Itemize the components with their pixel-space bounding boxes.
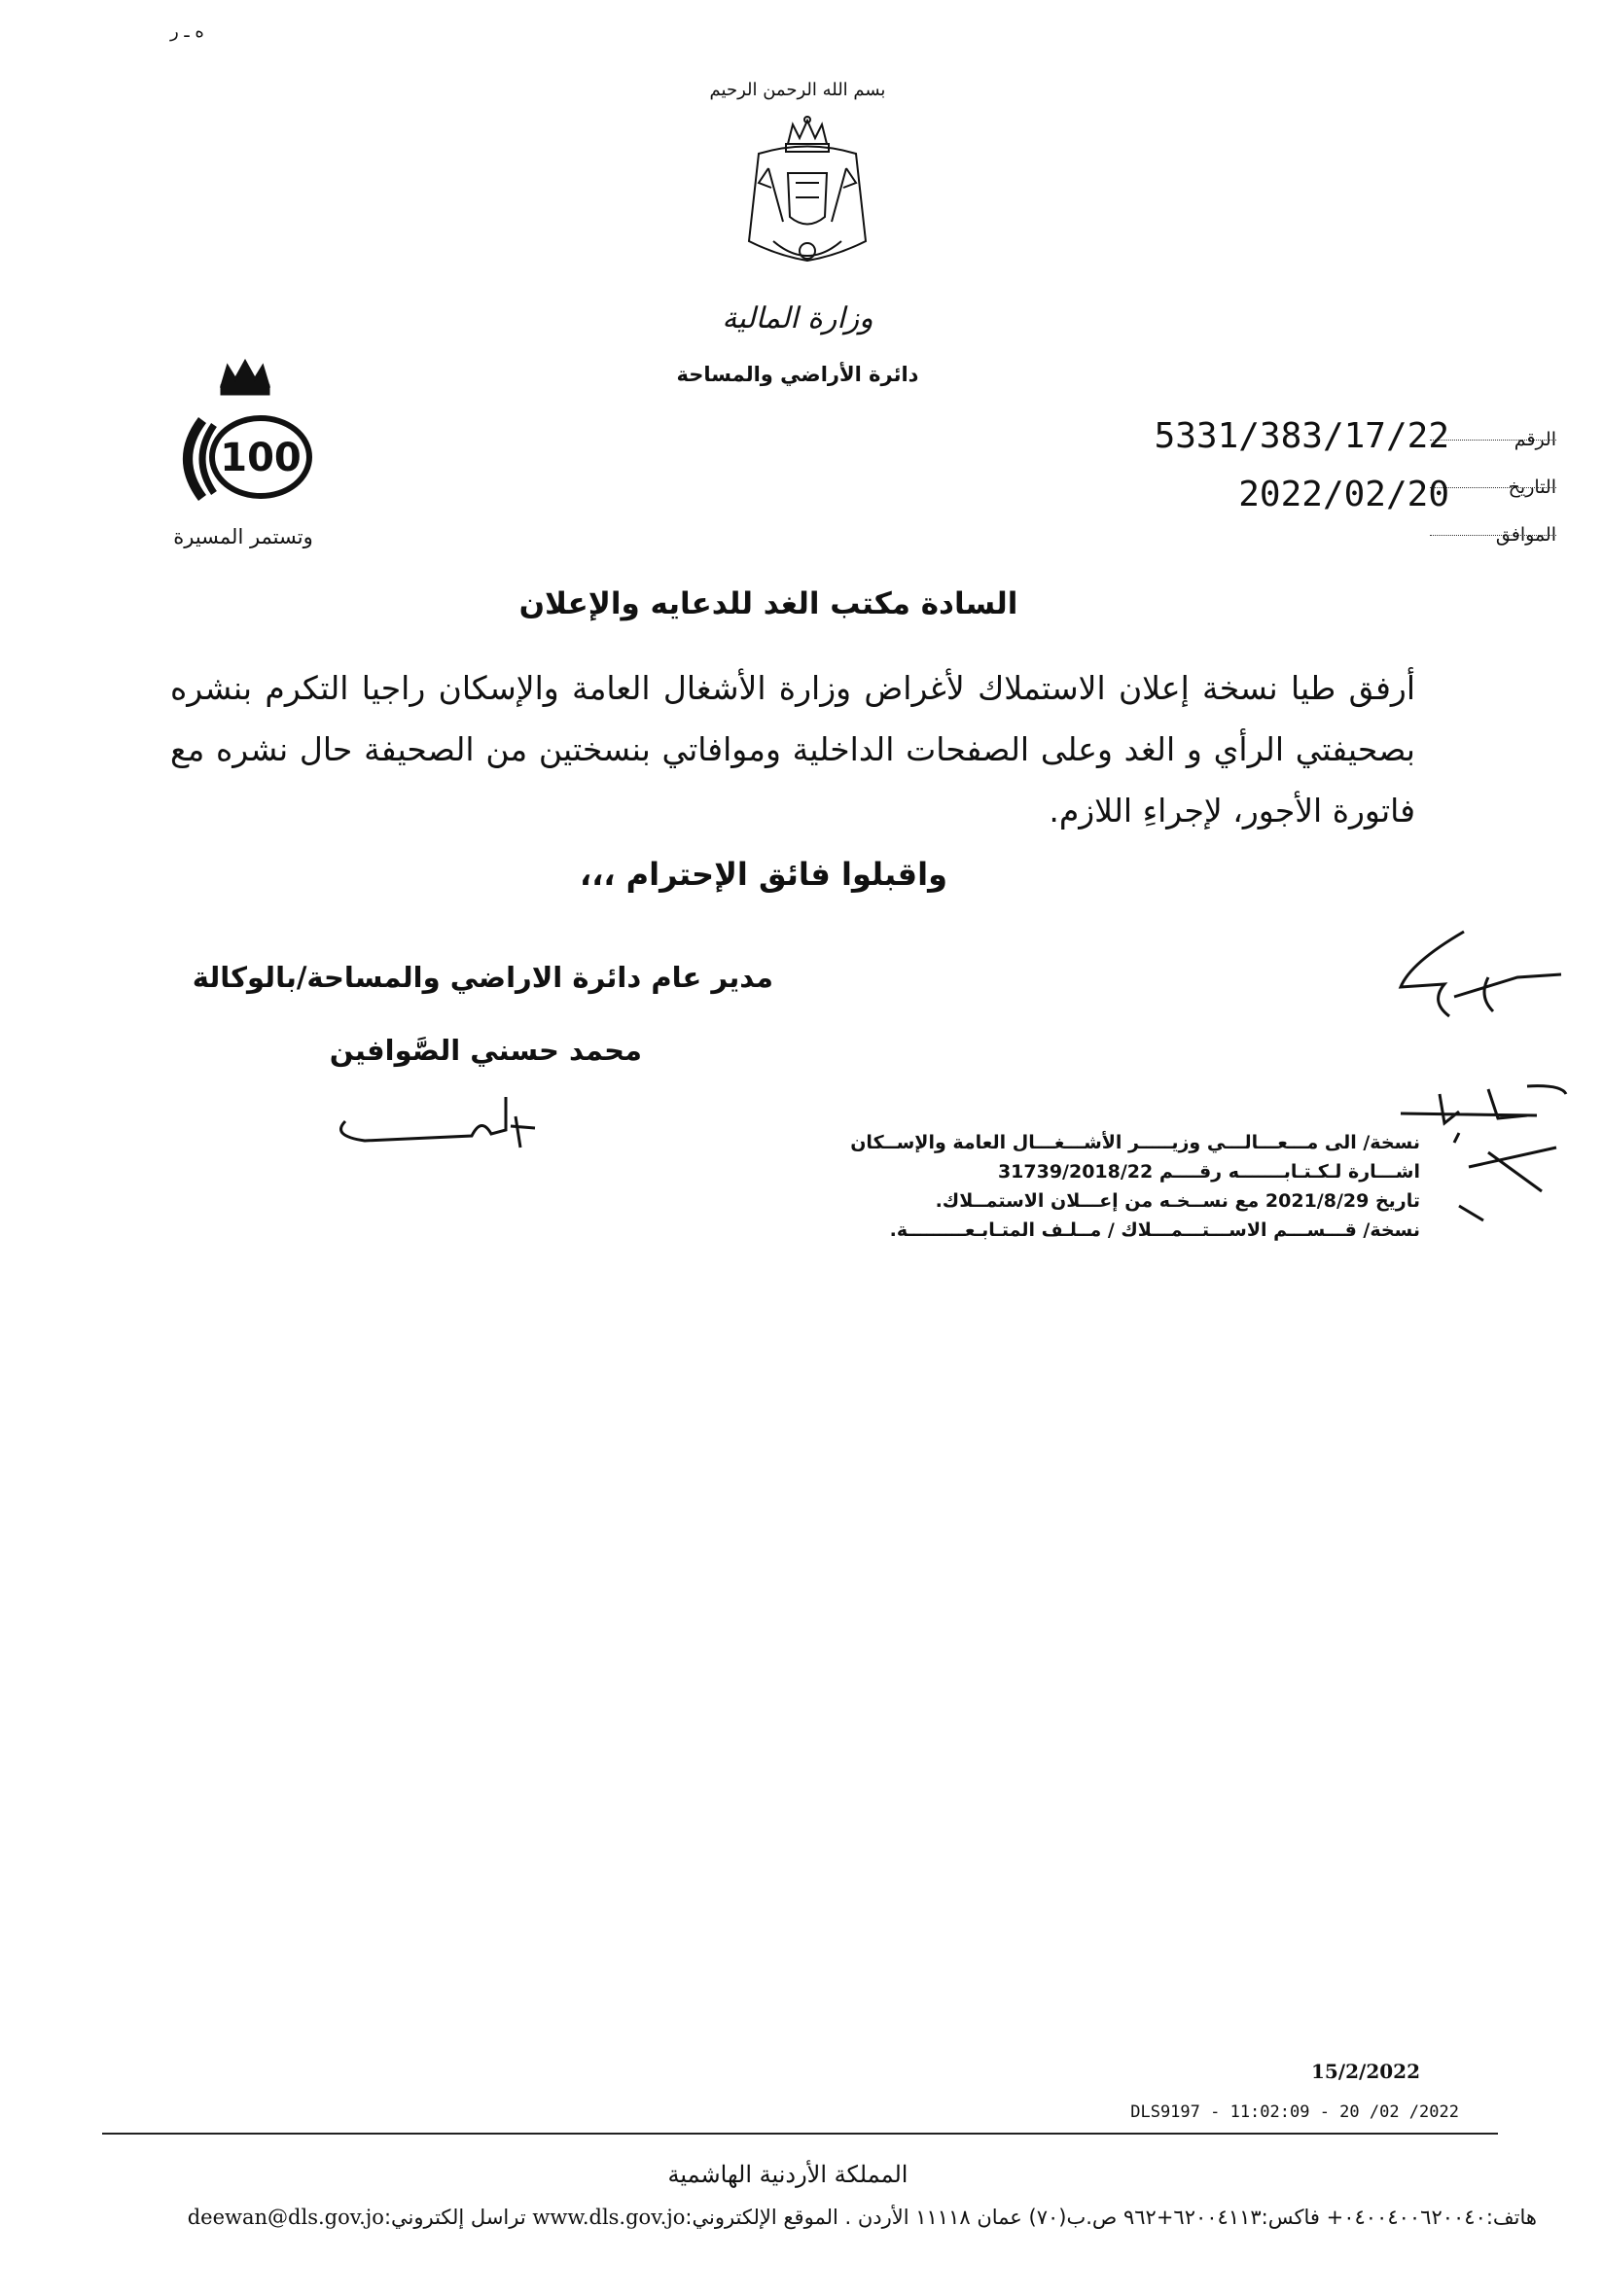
basmala: بسم الله الرحمن الرحيم [709,80,886,100]
footer-website[interactable]: www.dls.gov.jo [532,2206,686,2229]
margin-initials-icon [1391,924,1576,1031]
footer-email[interactable]: deewan@dls.gov.jo [187,2206,384,2229]
copies-list [778,1128,1420,1245]
print-date: 15/2/2022 [1310,2060,1420,2083]
reference-number: 5331/383/17/22 [1154,416,1449,456]
department-name: دائرة الأراضي والمساحة [676,363,919,386]
centennial-caption: وتستمر المسيرة [173,525,313,548]
footer-email-label: تراسل إلكتروني: [383,2206,526,2229]
handwritten-signature-icon [326,1087,550,1155]
coat-of-arms-icon [739,115,875,280]
centennial-logo-icon [163,352,327,517]
footer-phone: هاتف:٠٤٠٠٤٠٠٦٢٠٠٤٠+ فاكس:٦٢٠٠٤١١٣+٩٦٢ ص.ب(٧٠) عمان ١١١١٨ الأردن . الموقع الإلكتروني: [685,2206,1537,2229]
centennial-number: 100 [220,436,302,480]
top-marks: ه ـ ر [170,21,204,42]
signatory-name: محمد حسني الصَّوافين [329,1034,642,1067]
addressee: السادة مكتب الغد للدعايه والإعلان [518,586,1018,621]
footer-divider [102,2133,1498,2135]
copy-line-4: نسخة/ قـــســـم الاســـتـــمـــلاك / مــلـف المتـابـعـــــــــة. [889,1219,1420,1241]
letter-body: أرفق طيا نسخة إعلان الاستملاك لأغراض وزارة الأشغال العامة والإسكان راجيا التكرم بنشره بصحيفتي الرأي و الغد وعلى الصفحات الداخلية وموافاتي بنسختين من الصحيفة حال نشره مع فاتورة الأجور، لإجراءِ اللازم. [170,669,1415,830]
reference-date: 2022/02/20 [1238,475,1449,514]
reference-corresponding-label: الموافق [1495,524,1556,546]
reference-date-label: التاريخ [1508,477,1556,498]
system-stamp: DLS9197 - 11:02:09 - 20 /02 /2022 [1130,2102,1459,2122]
footer-kingdom: المملكة الأردنية الهاشمية [667,2161,908,2188]
copy-line-2: اشـــارة لـكـتـابـــــــه رقــــم 31739/2018/22 [997,1161,1420,1183]
reference-number-label: الرقم [1514,429,1556,450]
signatory-title: مدير عام دائرة الاراضي والمساحة/بالوكالة [192,961,773,994]
footer-contact [97,2206,1537,2229]
reference-corresponding-dots [1430,535,1556,536]
copy-line-1: نسخة/ الى مـــعـــالـــي وزيـــــر الأشـــغـــال العامة والإســكان [850,1132,1420,1153]
ministry-name: وزارة المالية [722,301,873,336]
copy-line-3: تاريخ 2021/8/29 مع نســخـه من إعـــلان الاستمــلاك. [935,1190,1420,1212]
closing-salutation: واقبلوا فائق الإحترام ،،، [580,856,947,893]
